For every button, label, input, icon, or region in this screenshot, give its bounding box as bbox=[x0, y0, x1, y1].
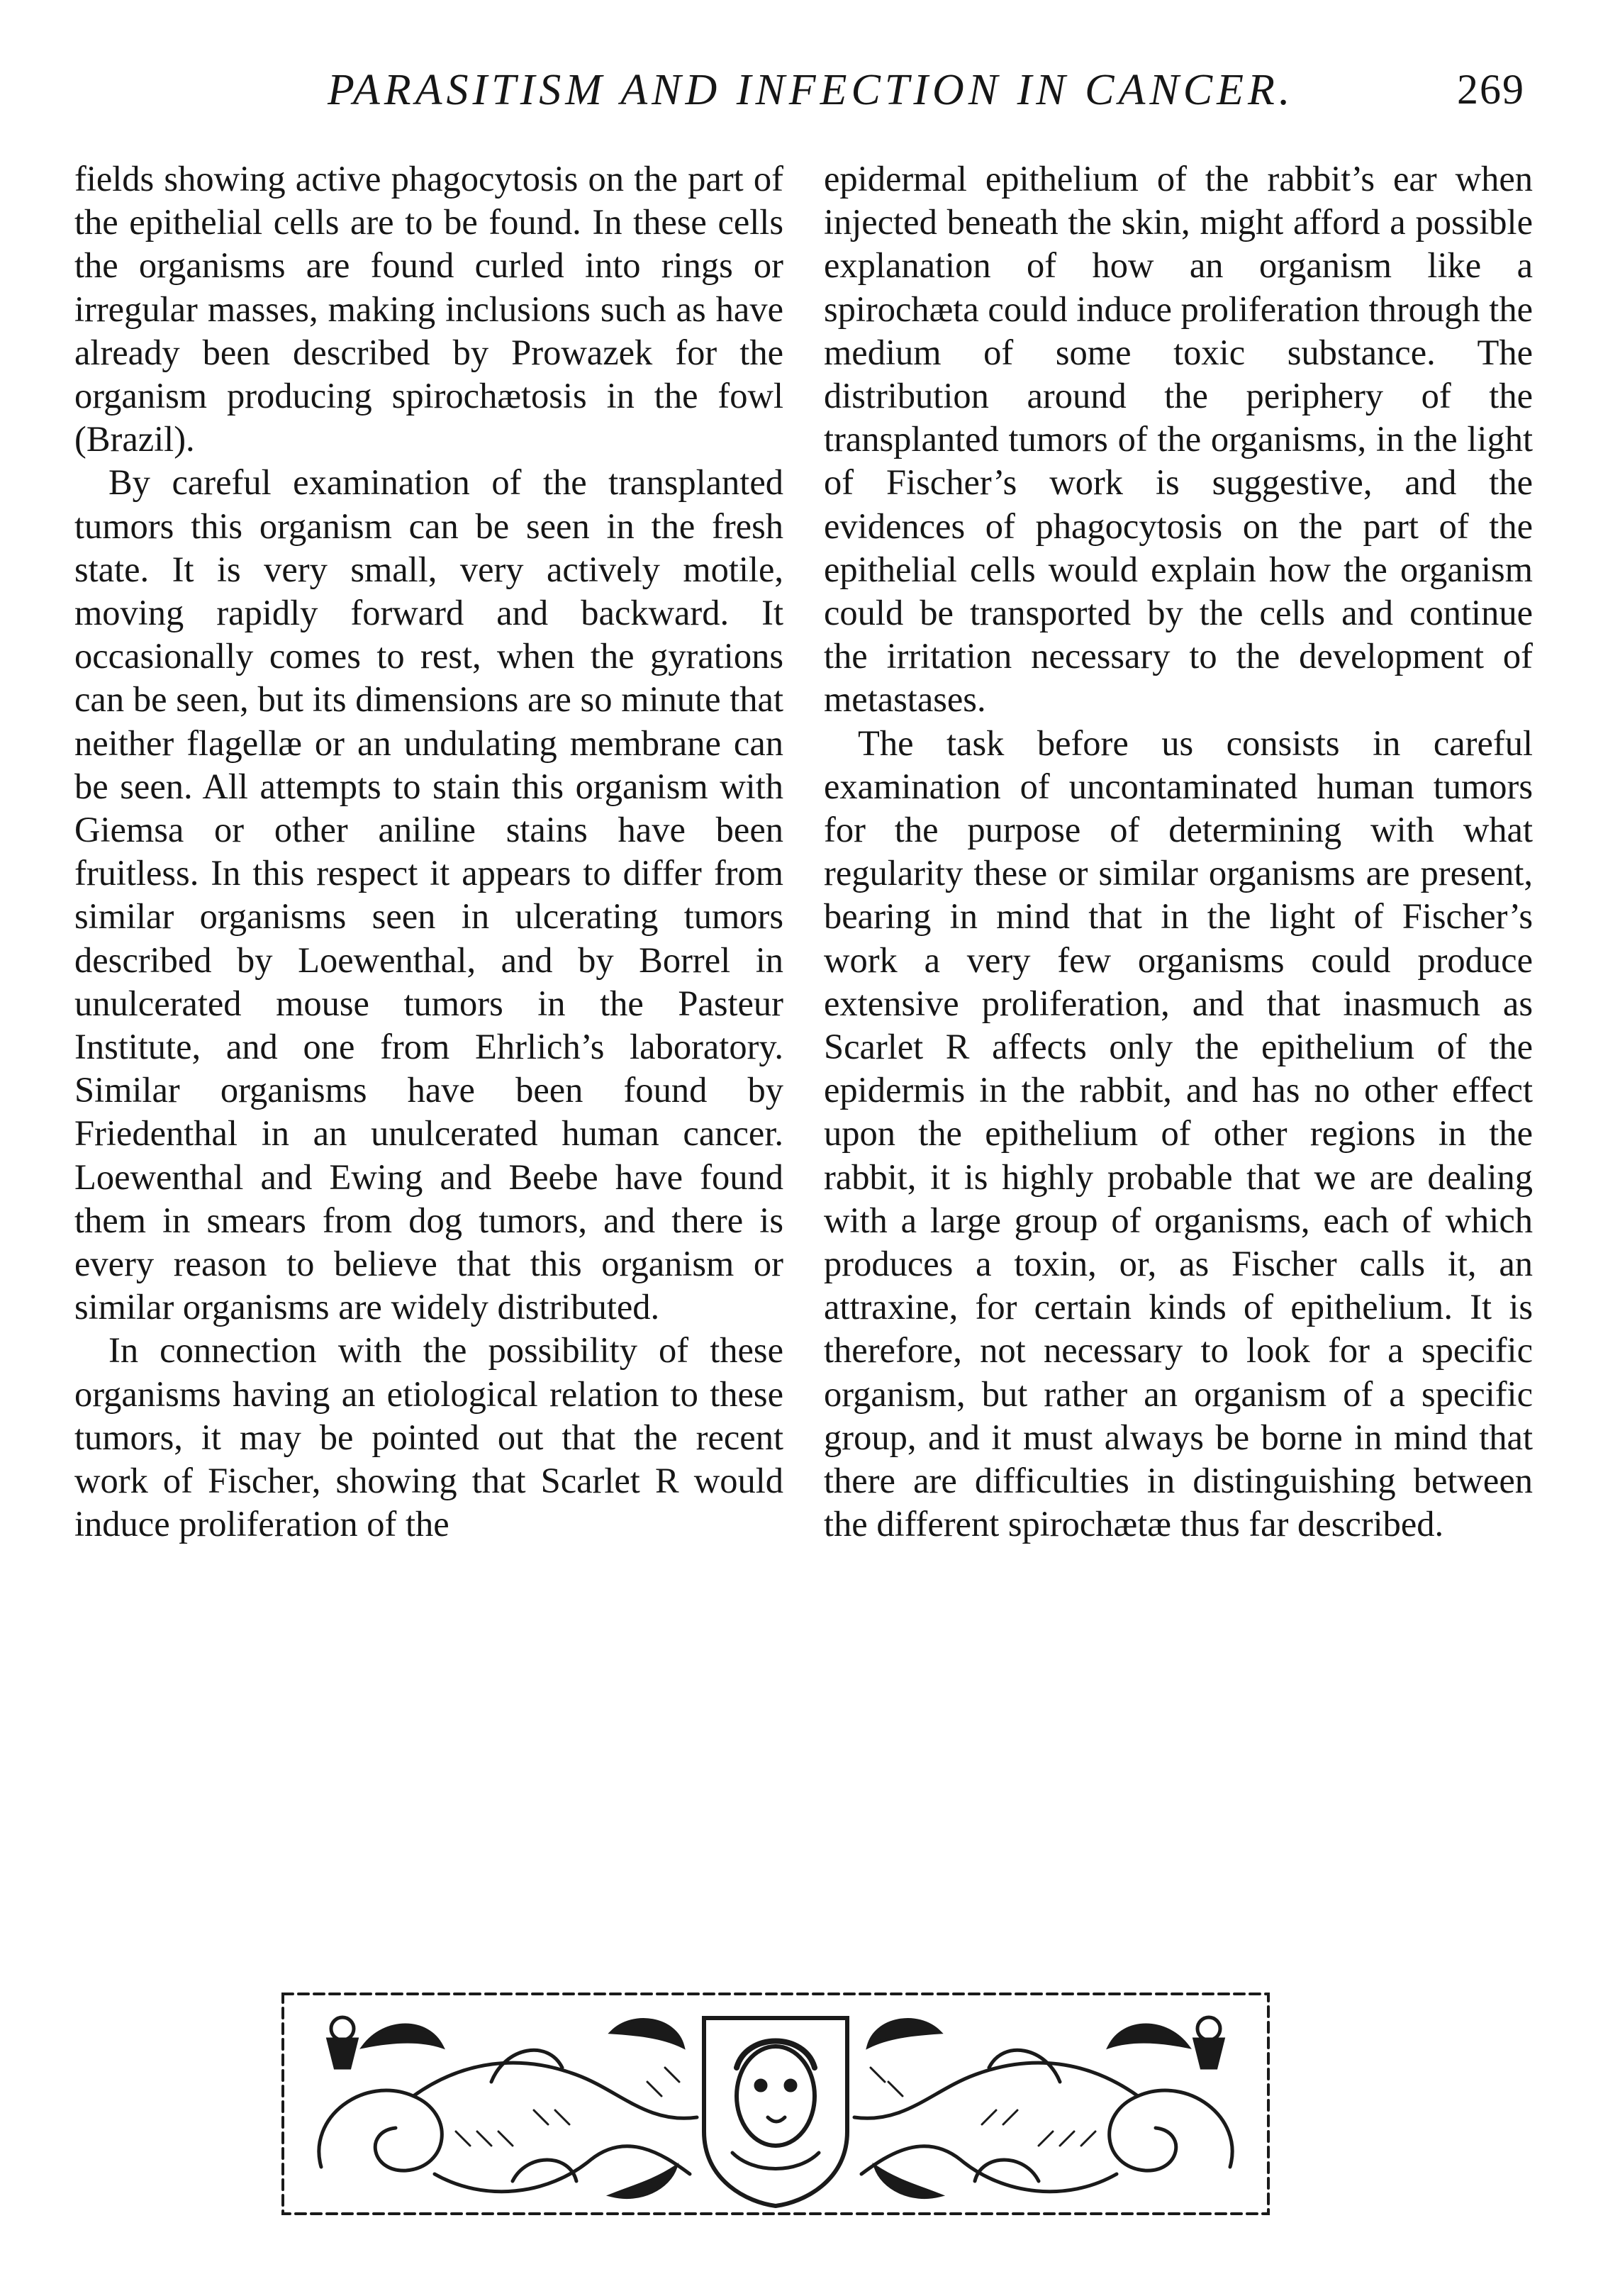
running-title: PARASITISM AND INFECTION IN CANCER. bbox=[328, 66, 1295, 114]
page-number: 269 bbox=[1457, 66, 1525, 113]
paragraph: By careful examination of the transplanted tumors this organism can be seen in the fresh state. It is very small, very actively motile, moving rapidly forward and backward. It occasionally comes to rest, when the gyrations can be seen, but its dimensions are so minute that neither flagellæ or an undulating membrane can be seen. All attempts to stain this organism with Giemsa or other aniline stains have been fruitless. In this respect it appears to differ from similar organisms seen in ulcerating tumors described by Loewenthal, and by Borrel in unulcerated mouse tumors in the Pasteur Institute, and one from Ehrlich’s laboratory. Similar organisms have been found by Friedenthal in an unulcerated human cancer. Loewenthal and Ewing and Beebe have found them in smears from dog tumors, and there is every reason to believe that this organism or similar organisms are widely distributed. bbox=[74, 462, 783, 1327]
paragraph: epidermal epithelium of the rabbit’s ear when injected beneath the skin, might afford a possible explanation of how an organism like a spirochæta could induce proliferation through the medium of some toxic substance. The distribution around the periphery of the transplanted tumors of the organisms, in the light of Fischer’s work is suggestive, and the evidences of phagocytosis on the part of the epithelial cells would explain how the organism could be transported by the cells and continue the irritation necessary to the development of metastases. bbox=[824, 159, 1533, 720]
left-column bbox=[74, 157, 783, 1547]
paragraph: The task before us consists in careful examination of uncontaminated human tumors for the purpose of determining with what regularity these or similar organisms are present, bearing in mind that in the light of Fischer’s work a very few organisms could produce extensive proliferation, and that inasmuch as Scarlet R affects only the epithelium of the epidermis in the rabbit, and has no other effect upon the epithelium of other regions in the rabbit, it is highly probable that we are dealing with a large group of organisms, each of which produces a toxin, or, as Fischer calls it, an attraxine, for certain kinds of epithelium. It is therefore, not necessary to look for a specific organism, but rather an organism of a specific group, and it must always be borne in mind that there are difficulties in distinguishing between the different spirochætæ thus far described. bbox=[824, 723, 1533, 1544]
decorative-tailpiece-icon bbox=[279, 1990, 1273, 2218]
running-head bbox=[0, 65, 1603, 129]
paragraph: In connection with the possibility of these organisms having an etiological relation to these tumors, it may be pointed out that the recent work of Fischer, showing that Scarlet R would induce proliferation of the bbox=[74, 1330, 783, 1544]
right-column bbox=[824, 157, 1533, 1547]
paragraph: fields showing active phagocytosis on the part of the epithelial cells are to be found. In these cells the organisms are found curled into rings or irregular masses, making inclusions such as have already been described by Prowazek for the organism producing spirochætosis in the fowl (Brazil). bbox=[74, 159, 783, 459]
